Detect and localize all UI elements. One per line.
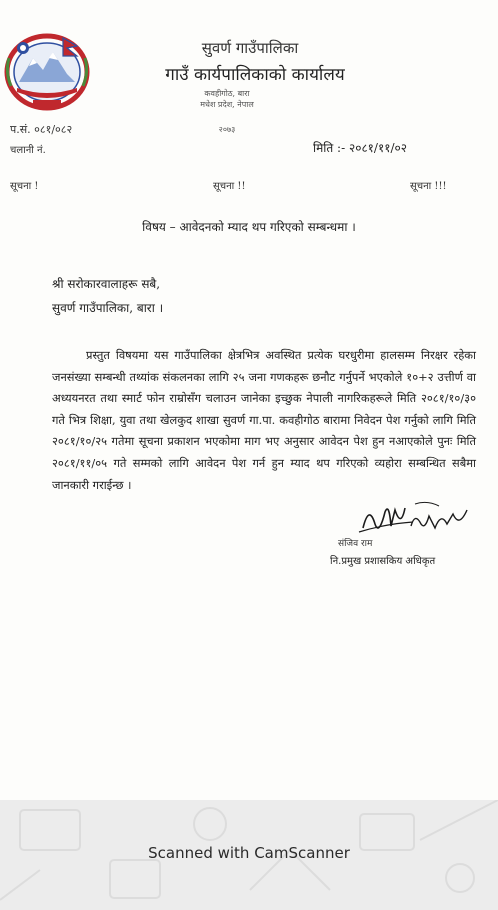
letter-date: मिति :- २०८१/११/०२	[313, 141, 407, 155]
body-line: नागरिकहरूले मिति २०८१/१०/३० गते भित्र शिक्षा, युवा तथा खेलकुद शाखा सुवर्ण गा.पा.	[52, 391, 476, 427]
body-line: १०+२ उत्तीर्ण वा अध्ययनरत तथा स्मार्ट फोन राम्रोसँग चलाउन जानेका इच्छुक नेपाली	[52, 369, 476, 406]
addressee-line: श्री सरोकारवालाहरू सबै,	[52, 277, 161, 291]
body-line: रहेका जनसंख्या सम्बन्धी तथ्यांक संकलनका लागि २५ जना गणकहरू छनौट गर्नुपर्ने भएकोले	[52, 348, 476, 384]
stamp-line: २०७३	[218, 125, 236, 134]
handwritten-signature	[355, 498, 475, 546]
body-line: कवहीगोठ बारामा निवेदन पेश गर्नुको लागि मिति २०८१/१०/२५ गतेमा सूचना प्रकाशन	[52, 412, 476, 449]
body-line: लागि आवेदन पेश गर्न हुन म्याद थप गरिएको व्यहोरा सम्बन्धित सबैमा जानकारी गराईन्छ ।	[52, 455, 476, 492]
letter-body	[52, 345, 476, 496]
signatory-name: संजिव राम	[338, 539, 373, 549]
dispatch-number: चलानी नं.	[10, 145, 46, 156]
body-line: भएकोमा माग भए अनुसार आवेदन पेश हुन नआएकोले पुनः मिति २०८१/११/०५ गते सम्मको	[52, 434, 476, 470]
addressee-line: सुवर्ण गाउँपालिका, बारा ।	[52, 301, 164, 315]
municipality-name: सुवर्ण गाउँपालिका	[201, 39, 299, 57]
camscanner-watermark: Scanned with CamScanner	[148, 844, 350, 862]
office-stamp	[182, 88, 272, 150]
government-emblem-icon	[3, 32, 91, 112]
notice-label: सूचना !!!	[410, 181, 447, 192]
notice-label: सूचना !!	[213, 181, 246, 192]
signatory-title: नि.प्रमुख प्रशासकिय अधिकृत	[330, 556, 436, 567]
notice-label: सूचना !	[10, 181, 39, 192]
stamp-line: मधेश प्रदेश, नेपाल	[200, 100, 254, 109]
stamp-line: कवहीगोठ, बारा	[204, 89, 250, 98]
office-name: गाउँ कार्यपालिकाको कार्यालय	[165, 65, 345, 85]
body-line: प्रस्तुत विषयमा यस गाउँपालिका क्षेत्रभित्र अवस्थित प्रत्येक घरधुरीमा हालसम्म निरक्षर	[86, 348, 448, 362]
letter-subject: विषय – आवेदनको म्याद थप गरिएको सम्बन्धमा ।	[142, 220, 356, 234]
reference-number: प.सं. ०८१/०८२	[10, 123, 73, 136]
